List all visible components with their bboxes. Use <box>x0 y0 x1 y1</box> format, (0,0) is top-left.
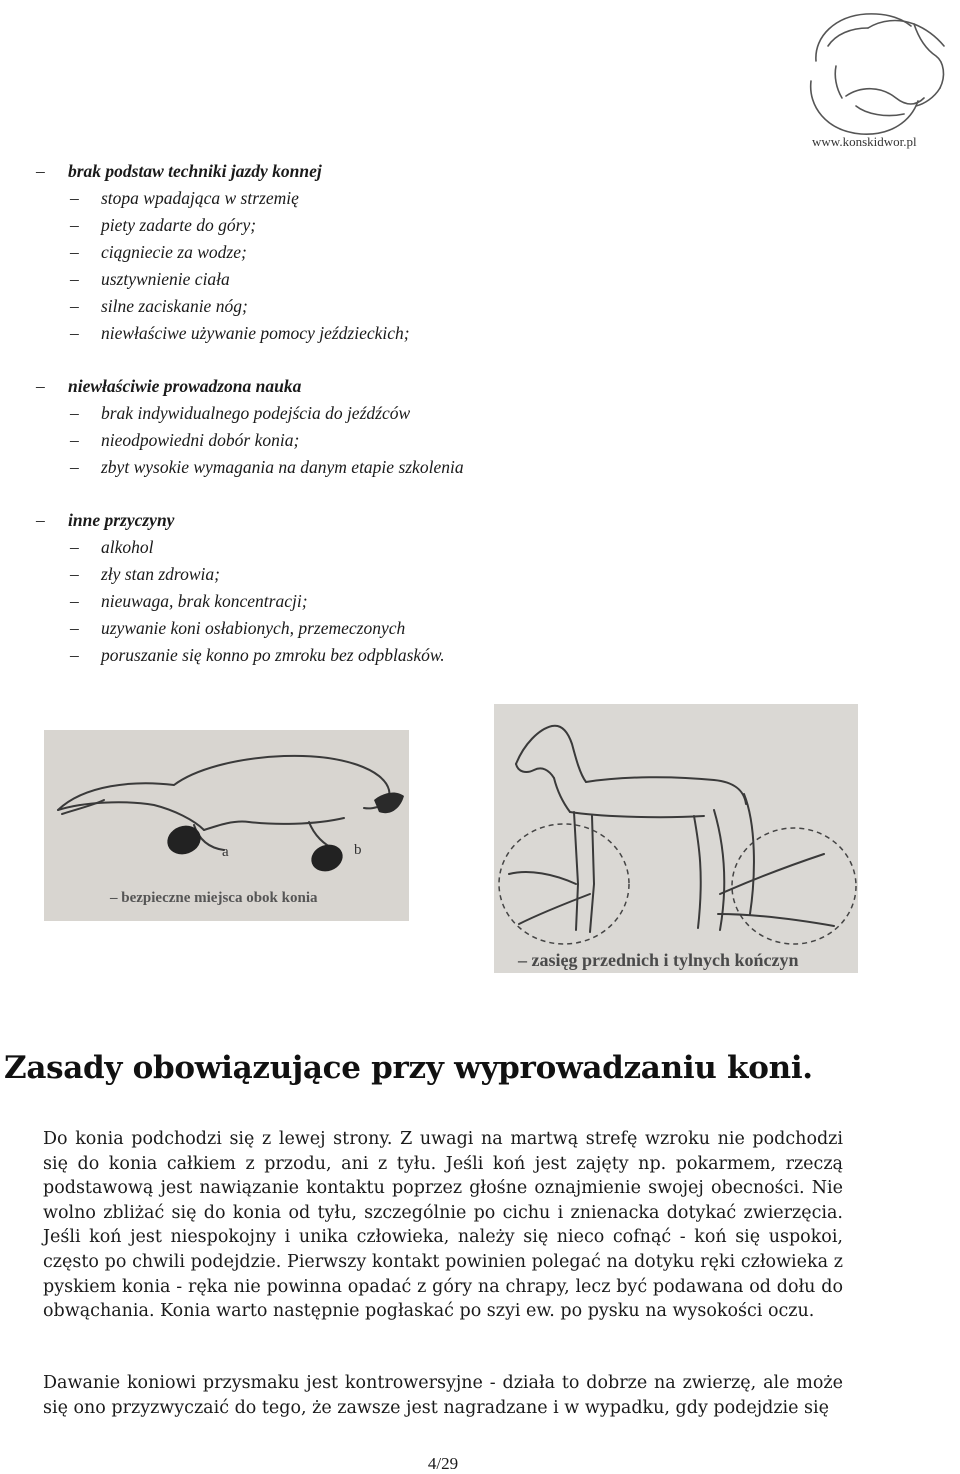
dash-bullet: – <box>36 161 45 181</box>
list-item <box>0 266 900 293</box>
list-item <box>0 239 900 266</box>
list-item <box>0 561 900 588</box>
list-item <box>0 212 900 239</box>
safe-places-illustration <box>44 730 409 921</box>
list-item <box>0 185 900 212</box>
section-heading: Zasady obowiązujące przy wyprowadzaniu koni. <box>4 1050 813 1086</box>
list-item <box>0 400 900 427</box>
list-item-text: niewłaściwe używanie pomocy jeździeckich; <box>101 323 410 343</box>
causes-list <box>0 158 900 669</box>
list-item-text: stopa wpadająca w strzemię <box>101 188 299 208</box>
list-item <box>0 158 900 185</box>
list-group <box>0 158 900 347</box>
dash-bullet: – <box>70 645 79 665</box>
dash-bullet: – <box>70 215 79 235</box>
list-item <box>0 454 900 481</box>
label-b: b <box>354 842 362 858</box>
list-item-text: nieodpowiedni dobór konia; <box>101 430 300 450</box>
list-item-text: usztywnienie ciała <box>101 269 230 289</box>
dash-bullet: – <box>70 591 79 611</box>
list-item <box>0 293 900 320</box>
dash-bullet: – <box>36 376 45 396</box>
list-item <box>0 373 900 400</box>
list-item-text: ciągniecie za wodze; <box>101 242 247 262</box>
dash-bullet: – <box>70 618 79 638</box>
body-paragraph: Do konia podchodzi się z lewej strony. Z uwagi na martwą strefę wzroku nie podchodzi się do konia całkiem z przodu, ani z tyłu. Jeśli koń jest zajęty np. pokarmem, rzeczą podstawową jest nawiązanie kontaktu poprzez głośne oznajmienie swojej obecności. Nie wolno zbliżać się do konia od tyłu, szczególnie po cichu i znienacka dotykać zwierzęcia. Jeśli koń jest niespokojny i unika człowieka, należy się nieco cofnąć - koń się uspokoi, często po chwili podejdzie. Pierwszy kontakt powinien polegać na dotyku ręki człowieka z pyskiem konia - ręka nie powinna opadać z góry na chrapy, lecz być podawana od dołu do obwąchania. Konia warto następnie pogłaskać po szyi ew. po pysku na wysokości oczu. <box>43 1129 843 1322</box>
list-item-text: poruszanie się konno po zmroku bez odpblasków. <box>101 645 445 665</box>
dash-bullet: – <box>70 537 79 557</box>
leg-reach-illustration <box>494 704 858 973</box>
list-item-text: uzywanie koni osłabionych, przemeczonych <box>101 618 406 638</box>
figure1-caption: – bezpieczne miejsca obok konia <box>110 890 318 906</box>
dash-bullet: – <box>70 564 79 584</box>
list-item <box>0 615 900 642</box>
list-item <box>0 588 900 615</box>
page-number: 4/29 <box>427 1454 459 1473</box>
lying-horse-drawing-icon <box>44 730 409 921</box>
list-item-text: silne zaciskanie nóg; <box>101 296 248 316</box>
dash-bullet: – <box>70 457 79 477</box>
list-group <box>0 373 900 481</box>
list-item-text: brak indywidualnego podejścia do jeźdźców <box>101 403 411 423</box>
list-group <box>0 507 900 669</box>
list-item <box>0 507 900 534</box>
logo-url-text: www.konskidwor.pl <box>812 134 917 149</box>
figure2-caption: – zasięg przednich i tylnych kończyn <box>518 950 799 970</box>
list-item-text: zły stan zdrowia; <box>101 564 220 584</box>
body-paragraph: Dawanie koniowi przysmaku jest kontrowersyjne - działa to dobrze na zwierzę, ale może się ono przyzwyczaić do tego, że zawsze jest nagradzane i w wypadku, gdy podejdzie się <box>43 1373 843 1418</box>
list-group-title: inne przyczyny <box>68 510 175 530</box>
dash-bullet: – <box>70 403 79 423</box>
list-item-text: piety zadarte do góry; <box>101 215 257 235</box>
dash-bullet: – <box>70 242 79 262</box>
dash-bullet: – <box>70 188 79 208</box>
list-item-text: alkohol <box>101 537 154 557</box>
standing-horse-drawing-icon <box>494 704 858 973</box>
list-item <box>0 427 900 454</box>
list-item-text: zbyt wysokie wymagania na danym etapie szkolenia <box>101 457 464 477</box>
list-group-title: niewłaściwie prowadzona nauka <box>68 376 302 396</box>
dash-bullet: – <box>70 323 79 343</box>
list-group-title: brak podstaw techniki jazdy konnej <box>68 161 322 181</box>
dash-bullet: – <box>70 269 79 289</box>
dash-bullet: – <box>70 296 79 316</box>
list-item <box>0 534 900 561</box>
dash-bullet: – <box>70 430 79 450</box>
list-item <box>0 642 900 669</box>
label-a: a <box>222 844 229 860</box>
dash-bullet: – <box>36 510 45 530</box>
list-item-text: nieuwaga, brak koncentracji; <box>101 591 308 611</box>
list-item <box>0 320 900 347</box>
